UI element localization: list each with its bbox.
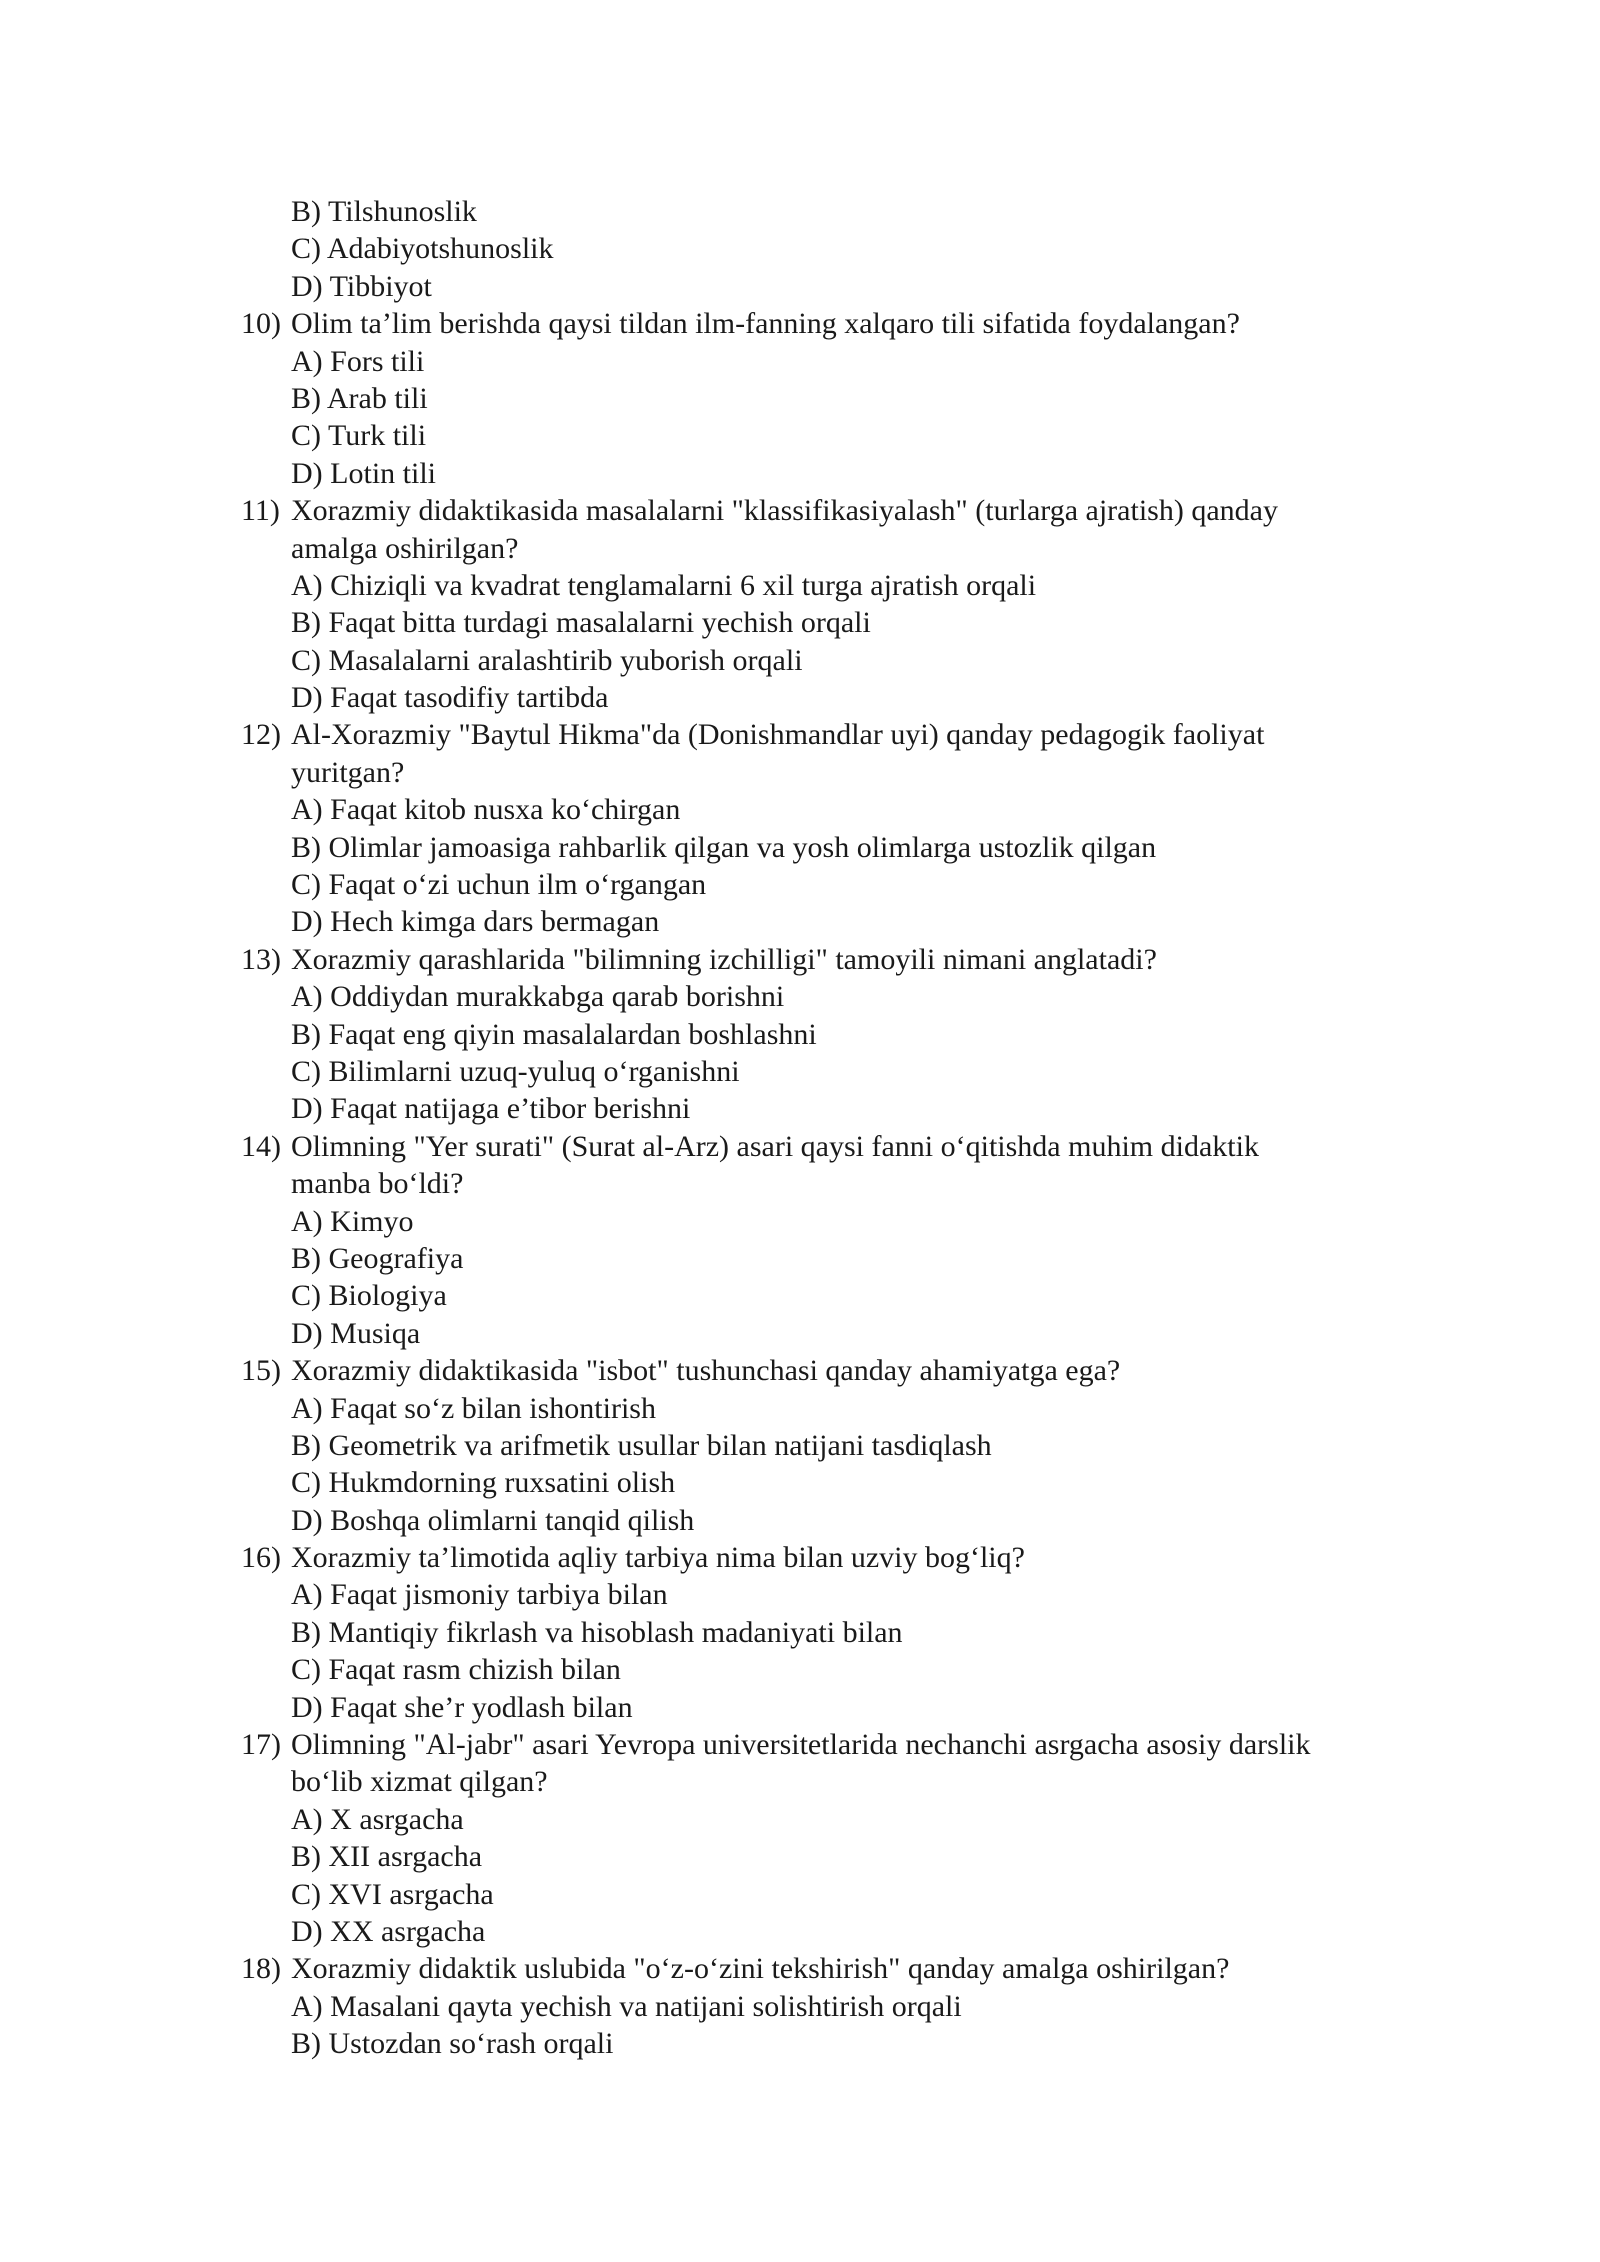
question-list (241, 193, 1421, 2063)
question-block (241, 1950, 1421, 2062)
answer-option: C) XVI asrgacha (291, 1877, 494, 1911)
answer-option: B) Mantiqiy fikrlash va hisoblash madaniyati bilan (291, 1615, 903, 1649)
question-text (241, 716, 1421, 753)
answer-option: B) Faqat eng qiyin masalalardan boshlashni (291, 1017, 817, 1051)
question-text-line: Al-Xorazmiy "Baytul Hikma"da (Donishmandlar uyi) qanday pedagogik faoliyat (291, 718, 1265, 752)
answer-option: A) Fors tili (291, 344, 425, 378)
answer-option: D) Boshqa olimlarni tanqid qilish (291, 1503, 695, 1537)
answer-option: B) Arab tili (291, 381, 428, 415)
answer-option: A) Masalani qayta yechish va natijani solishtirish orqali (291, 1989, 962, 2023)
answer-option: D) Musiqa (291, 1316, 421, 1350)
answer-option: A) Faqat jismoniy tarbiya bilan (291, 1578, 668, 1612)
question-text-line: Xorazmiy didaktik uslubida "o‘z-o‘zini tekshirish" qanday amalga oshirilgan? (291, 1952, 1230, 1986)
answer-option: A) Oddiydan murakkabga qarab borishni (291, 980, 785, 1014)
question-number: 12) (241, 718, 281, 752)
question-block (241, 1726, 1421, 1950)
answer-option: D) Faqat natijaga e’tibor berishni (291, 1092, 691, 1126)
question-number: 13) (241, 942, 281, 976)
question-text (241, 305, 1421, 342)
answer-option: D) Faqat tasodifiy tartibda (291, 681, 609, 715)
question-text (241, 1950, 1421, 1987)
question-text (241, 941, 1421, 978)
question-number: 14) (241, 1129, 281, 1163)
question-text (241, 492, 1421, 529)
question-text-line: Xorazmiy ta’limotida aqliy tarbiya nima bilan uzviy bog‘liq? (291, 1541, 1025, 1575)
answer-option: B) Olimlar jamoasiga rahbarlik qilgan va yosh olimlarga ustozlik qilgan (291, 830, 1157, 864)
question-text (241, 1539, 1421, 1576)
answer-option: D) XX asrgacha (291, 1914, 486, 1948)
question-text-line: amalga oshirilgan? (291, 531, 519, 565)
question-text-line: Olim ta’lim berishda qaysi tildan ilm-fanning xalqaro tili sifatida foydalangan? (291, 307, 1240, 341)
answer-option: D) Hech kimga dars bermagan (291, 905, 660, 939)
answer-option: D) Faqat she’r yodlash bilan (291, 1690, 633, 1724)
question-block (241, 941, 1421, 1128)
question-text (241, 1726, 1421, 1763)
answer-option: C) Biologiya (291, 1279, 447, 1313)
question-text-line: Xorazmiy qarashlarida "bilimning izchilligi" tamoyili nimani anglatadi? (291, 942, 1157, 976)
question-text-line: Olimning "Al-jabr" asari Yevropa universitetlarida nechanchi asrgacha asosiy darslik (291, 1728, 1311, 1762)
question-block (241, 1539, 1421, 1726)
question-number: 17) (241, 1728, 281, 1762)
answer-option: C) Bilimlarni uzuq-yuluq o‘rganishni (291, 1054, 740, 1088)
answer-option: D) Lotin tili (291, 456, 436, 490)
answer-option: A) Faqat so‘z bilan ishontirish (291, 1391, 656, 1425)
question-text (241, 1128, 1421, 1165)
question-text-line: manba bo‘ldi? (291, 1167, 464, 1201)
question-block (241, 1128, 1421, 1352)
answer-option: A) Chiziqli va kvadrat tenglamalarni 6 xil turga ajratish orqali (291, 568, 1037, 602)
answer-option: A) Faqat kitob nusxa ko‘chirgan (291, 793, 681, 827)
question-text-line: yuritgan? (291, 755, 405, 789)
question-text-line: Olimning "Yer surati" (Surat al-Arz) asari qaysi fanni o‘qitishda muhim didaktik (291, 1129, 1259, 1163)
answer-option: B) Ustozdan so‘rash orqali (291, 2027, 614, 2061)
question-block (241, 305, 1421, 492)
question-number: 10) (241, 307, 281, 341)
question-text-line: bo‘lib xizmat qilgan? (291, 1765, 548, 1799)
question-block (241, 716, 1421, 940)
question-number: 16) (241, 1541, 281, 1575)
question-text-line: Xorazmiy didaktikasida masalalarni "klassifikasiyalash" (turlarga ajratish) qanday (291, 494, 1278, 528)
answer-option: C) Faqat rasm chizish bilan (291, 1653, 621, 1687)
question-text (241, 1352, 1421, 1389)
answer-option: A) X asrgacha (291, 1802, 464, 1836)
answer-option: D) Tibbiyot (291, 269, 432, 303)
question-block (241, 1352, 1421, 1539)
answer-option: C) Faqat o‘zi uchun ilm o‘rgangan (291, 868, 707, 902)
question-number: 18) (241, 1952, 281, 1986)
answer-option: B) Faqat bitta turdagi masalalarni yechish orqali (291, 606, 871, 640)
answer-option: C) Masalalarni aralashtirib yuborish orqali (291, 643, 803, 677)
question-number: 11) (241, 494, 280, 528)
answer-option: B) Geografiya (291, 1241, 464, 1275)
answer-option: C) Hukmdorning ruxsatini olish (291, 1466, 676, 1500)
answer-option: B) Geometrik va arifmetik usullar bilan natijani tasdiqlash (291, 1428, 992, 1462)
answer-option: A) Kimyo (291, 1204, 414, 1238)
answer-option: C) Adabiyotshunoslik (291, 232, 554, 266)
question-block (241, 492, 1421, 716)
question-number: 15) (241, 1354, 281, 1388)
question-text-line: Xorazmiy didaktikasida "isbot" tushunchasi qanday ahamiyatga ega? (291, 1354, 1121, 1388)
answer-option: C) Turk tili (291, 419, 427, 453)
answer-option: B) Tilshunoslik (291, 195, 477, 228)
answer-option: B) XII asrgacha (291, 1840, 483, 1874)
